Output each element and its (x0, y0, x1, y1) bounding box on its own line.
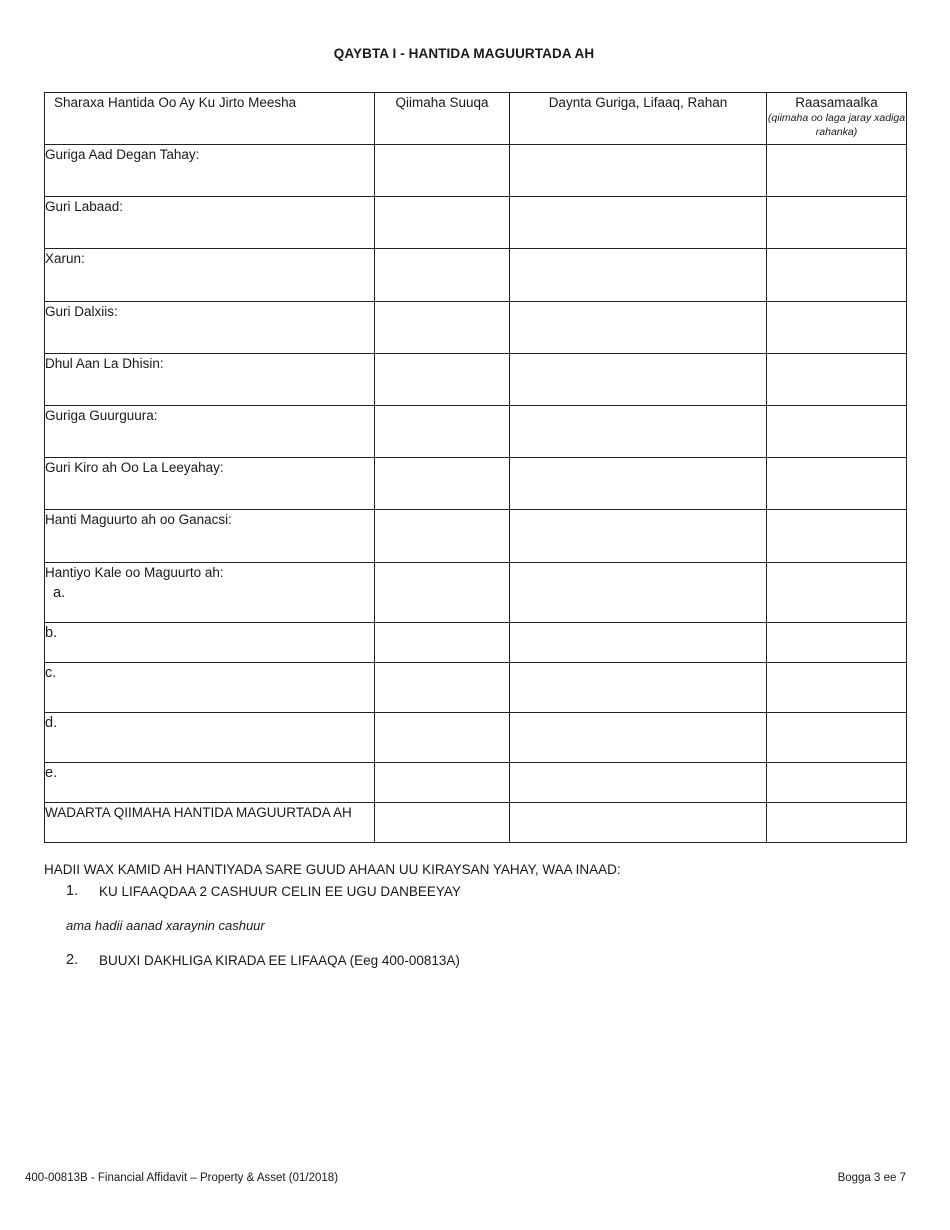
header-description: Sharaxa Hantida Oo Ay Ku Jirto Meesha (45, 93, 375, 145)
debt-cell[interactable] (510, 354, 767, 406)
total-debt-cell[interactable] (510, 803, 767, 843)
equity-cell[interactable] (767, 663, 907, 713)
table-row (45, 197, 907, 249)
table-row (45, 623, 907, 663)
header-market-value: Qiimaha Suuqa (375, 93, 510, 145)
header-equity-label: Raasamaalka (795, 95, 878, 110)
market-value-cell[interactable] (375, 249, 510, 302)
row-label: Guriga Aad Degan Tahay: (45, 145, 375, 197)
row-label: Guri Dalxiis: (45, 302, 375, 354)
instruction-text: KU LIFAAQDAA 2 CASHUUR CELIN EE UGU DANBEEYAY (99, 884, 461, 899)
instructions-intro: HADII WAX KAMID AH HANTIYADA SARE GUUD AHAAN UU KIRAYSAN YAHAY, WAA INAAD: (44, 862, 621, 877)
row-label: e. (45, 763, 375, 803)
equity-cell[interactable] (767, 458, 907, 510)
market-value-cell[interactable] (375, 623, 510, 663)
debt-cell[interactable] (510, 623, 767, 663)
total-row (45, 803, 907, 843)
market-value-cell[interactable] (375, 458, 510, 510)
market-value-cell[interactable] (375, 663, 510, 713)
row-label: a. (53, 585, 66, 601)
debt-cell[interactable] (510, 763, 767, 803)
debt-cell[interactable] (510, 713, 767, 763)
equity-cell[interactable] (767, 249, 907, 302)
other-property-label: Hantiyo Kale oo Maguurto ah: (45, 565, 224, 580)
page-title: QAYBTA I - HANTIDA MAGUURTADA AH (333, 46, 595, 61)
market-value-cell[interactable] (375, 563, 510, 623)
debt-cell[interactable] (510, 302, 767, 354)
debt-cell[interactable] (510, 145, 767, 197)
market-value-cell[interactable] (375, 145, 510, 197)
table-row (45, 354, 907, 406)
equity-cell[interactable] (767, 623, 907, 663)
market-value-cell[interactable] (375, 510, 510, 563)
market-value-cell[interactable] (375, 406, 510, 458)
row-label: b. (45, 623, 375, 663)
market-value-cell[interactable] (375, 302, 510, 354)
row-label: Guri Kiro ah Oo La Leeyahay: (45, 458, 375, 510)
debt-cell[interactable] (510, 458, 767, 510)
equity-cell[interactable] (767, 763, 907, 803)
table-row (45, 458, 907, 510)
equity-cell[interactable] (767, 563, 907, 623)
table-row (45, 713, 907, 763)
debt-cell[interactable] (510, 563, 767, 623)
debt-cell[interactable] (510, 406, 767, 458)
market-value-cell[interactable] (375, 763, 510, 803)
debt-cell[interactable] (510, 197, 767, 249)
table-row (45, 563, 907, 623)
header-equity-note: (qiimaha oo laga jaray xadiga rahanka) (767, 112, 906, 138)
table-row (45, 406, 907, 458)
table-row (45, 663, 907, 713)
row-label: Guriga Guurguura: (45, 406, 375, 458)
table-row (45, 510, 907, 563)
row-label: Dhul Aan La Dhisin: (45, 354, 375, 406)
table-header-row (45, 93, 907, 145)
table-row (45, 763, 907, 803)
equity-cell[interactable] (767, 145, 907, 197)
row-label: d. (45, 713, 375, 763)
instruction-alternative: ama hadii aanad xaraynin cashuur (66, 918, 265, 933)
row-label: c. (45, 663, 375, 713)
table-row (45, 302, 907, 354)
equity-cell[interactable] (767, 302, 907, 354)
equity-cell[interactable] (767, 197, 907, 249)
header-debt: Daynta Guriga, Lifaaq, Rahan (510, 93, 767, 145)
market-value-cell[interactable] (375, 197, 510, 249)
total-market-value-cell[interactable] (375, 803, 510, 843)
row-label: Xarun: (45, 249, 375, 302)
other-property-cell (45, 563, 375, 623)
debt-cell[interactable] (510, 510, 767, 563)
equity-cell[interactable] (767, 713, 907, 763)
row-label: Hanti Maguurto ah oo Ganacsi: (45, 510, 375, 563)
instruction-item-2 (44, 951, 906, 970)
equity-cell[interactable] (767, 406, 907, 458)
table-row (45, 145, 907, 197)
row-label: Guri Labaad: (45, 197, 375, 249)
market-value-cell[interactable] (375, 713, 510, 763)
equity-cell[interactable] (767, 510, 907, 563)
instruction-text: BUUXI DAKHLIGA KIRADA EE LIFAAQA (Eeg 400-00813A) (99, 953, 460, 968)
market-value-cell[interactable] (375, 354, 510, 406)
instruction-number: 2. (66, 952, 79, 968)
total-label: WADARTA QIIMAHA HANTIDA MAGUURTADA AH (45, 803, 375, 843)
real-property-table (44, 92, 907, 843)
total-equity-cell[interactable] (767, 803, 907, 843)
debt-cell[interactable] (510, 663, 767, 713)
equity-cell[interactable] (767, 354, 907, 406)
rental-instructions (44, 860, 906, 970)
debt-cell[interactable] (510, 249, 767, 302)
form-id: 400-00813B - Financial Affidavit – Property & Asset (01/2018) (25, 1172, 339, 1184)
instruction-number: 1. (66, 883, 79, 899)
header-equity (767, 93, 907, 145)
table-row (45, 249, 907, 302)
page-number: Bogga 3 ee 7 (837, 1172, 906, 1184)
instruction-item-1 (44, 882, 906, 901)
